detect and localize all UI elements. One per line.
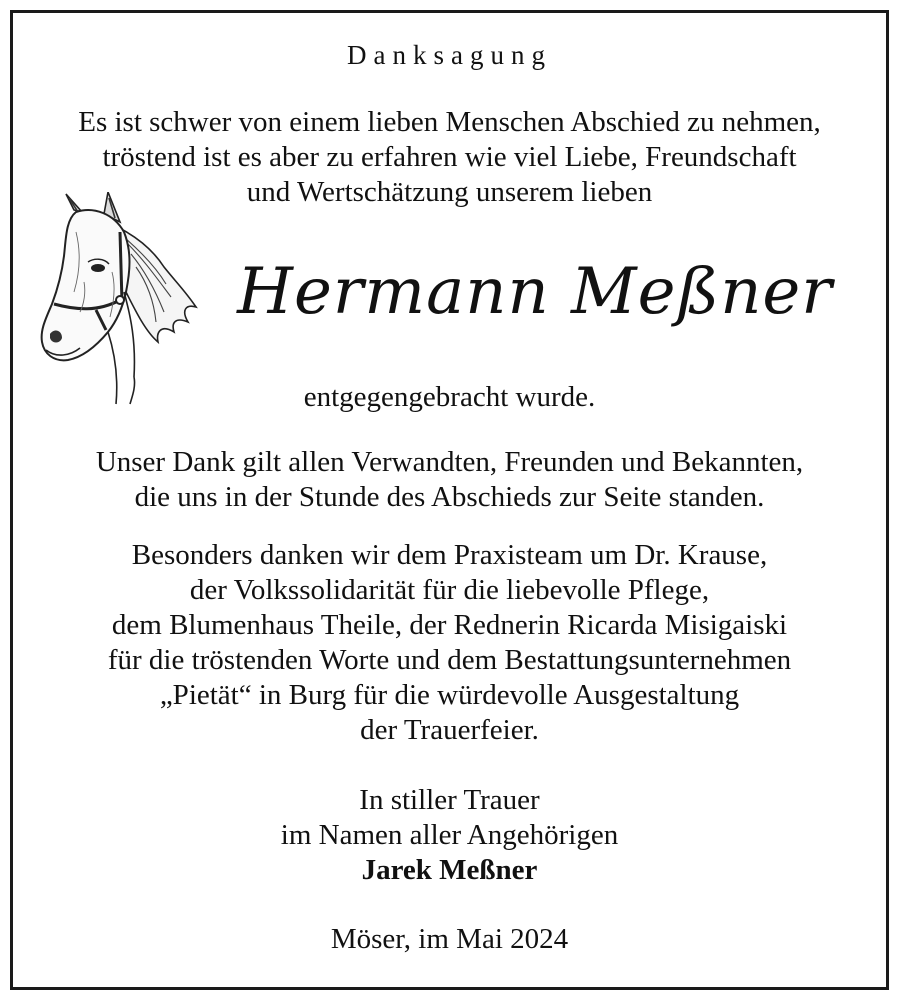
special-thanks-line-1: Besonders danken wir dem Praxisteam um Dr. Krause, [131, 539, 768, 571]
special-thanks-line-2: der Volkssolidarität für die liebevolle Pflege, [189, 574, 710, 606]
special-thanks-line-5: „Pietät“ in Burg für die würdevolle Ausgestaltung [159, 679, 740, 711]
intro-line-2: tröstend ist es aber zu erfahren wie viel Liebe, Freundschaft [102, 141, 797, 173]
special-thanks-line-6: der Trauerfeier. [360, 714, 539, 746]
intro-line-1: Es ist schwer von einem lieben Menschen Abschied zu nehmen, [78, 106, 821, 138]
horse-head-icon [36, 192, 201, 407]
special-thanks-line-4: für die tröstenden Worte und dem Bestattungsunternehmen [107, 644, 792, 676]
thanks-line-1: Unser Dank gilt allen Verwandten, Freunden und Bekannten, [95, 446, 804, 478]
intro-line-3: und Wertschätzung unserem lieben [246, 176, 653, 208]
closing-line-1: In stiller Trauer [359, 784, 540, 816]
signatory-name: Jarek Meßner [361, 854, 538, 886]
special-thanks-line-3: dem Blumenhaus Theile, der Rednerin Ricarda Misigaiski [111, 609, 788, 641]
closing-line-2: im Namen aller Angehörigen [280, 819, 619, 851]
after-name-line: entgegengebracht wurde. [303, 381, 596, 413]
place-date: Möser, im Mai 2024 [330, 923, 569, 955]
deceased-name: Hermann Meßner [237, 255, 833, 329]
notice-title: Danksagung [347, 40, 552, 70]
thanks-line-2: die uns in der Stunde des Abschieds zur Seite standen. [134, 481, 765, 513]
